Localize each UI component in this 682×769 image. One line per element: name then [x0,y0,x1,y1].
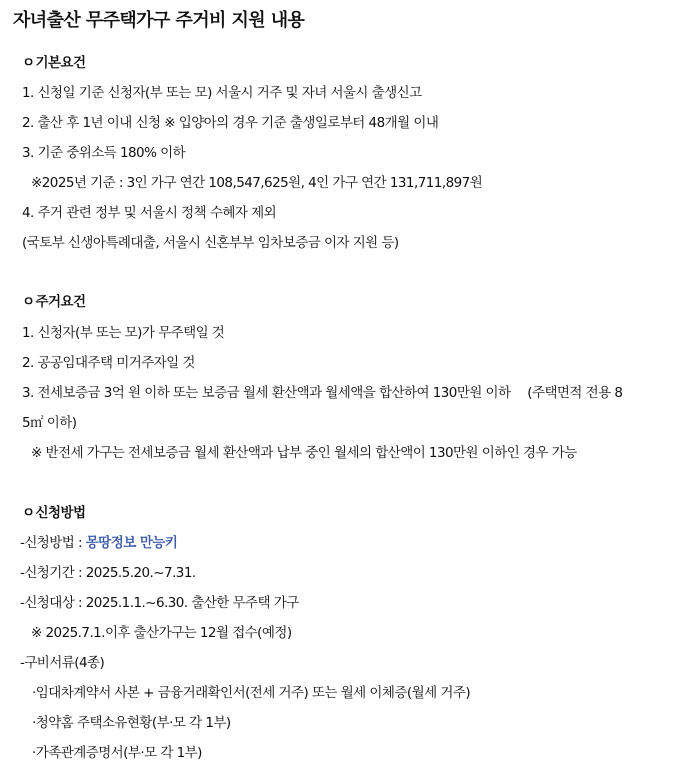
apply-doc-item-2: ·청약홈 주택소유현황(부·모 각 1부) [32,715,231,731]
apply-period: -신청기간 : 2025.5.20.~7.31. [20,565,196,581]
apply-doc-item-3: ·가족관계증명서(부·모 각 1부) [32,745,202,761]
apply-method-line [20,534,177,552]
section-heading-text: 기본요건 [35,55,86,71]
housing-note: ※ 반전세 가구는 전세보증금 월세 환산액과 납부 중인 월세의 합산액이 130만원 이하인 경우 가능 [31,445,577,461]
section-bullet: ㅇ [22,294,35,310]
section-heading-basic [22,54,85,72]
basic-exclusion-note: (국토부 신생아특례대출, 서울시 신혼부부 임차보증금 이자 지원 등) [22,235,399,251]
section-bullet: ㅇ [22,505,35,521]
section-heading-apply [22,504,85,522]
section-heading-text: 신청방법 [35,505,86,521]
basic-line-2: 2. 출산 후 1년 이내 신청 ※ 입양아의 경우 기준 출생일로부터 48개월 이내 [22,115,439,131]
page-title: 자녀출산 무주택가구 주거비 지원 내용 [13,10,305,31]
apply-method-label: -신청방법 : [20,535,86,551]
apply-doc-item-1: ·임대차계약서 사본 + 금융거래확인서(전세 거주) 또는 월세 이체증(월세 거주) [32,685,471,701]
apply-method-link[interactable]: 몽땅정보 만능키 [85,535,178,551]
basic-income-note: ※2025년 기준 : 3인 가구 연간 108,547,625원, 4인 가구 연간 131,711,897원 [31,175,483,191]
section-heading-housing [22,293,85,311]
basic-line-4: 4. 주거 관련 정부 및 서울시 정책 수혜자 제외 [22,205,277,221]
housing-line-2: 2. 공공임대주택 미거주자일 것 [22,355,195,371]
apply-target-note: ※ 2025.7.1.이후 출산가구는 12월 접수(예정) [31,625,292,641]
housing-line-3: 3. 전세보증금 3억 원 이하 또는 보증금 월세 환산액과 월세액을 합산하여 130만원 이하 (주택면적 전용 8 [22,385,623,401]
section-bullet: ㅇ [22,55,35,71]
housing-line-3-cont: 5㎡ 이하) [22,415,77,431]
housing-line-1: 1. 신청자(부 또는 모)가 무주택일 것 [22,325,225,341]
apply-docs-heading: -구비서류(4종) [20,655,105,671]
basic-line-1: 1. 신청일 기준 신청자(부 또는 모) 서울시 거주 및 자녀 서울시 출생신고 [22,85,422,101]
section-heading-text: 주거요건 [35,294,86,310]
basic-line-3: 3. 기준 중위소득 180% 이하 [22,145,186,161]
apply-target: -신청대상 : 2025.1.1.~6.30. 출산한 무주택 가구 [20,595,299,611]
